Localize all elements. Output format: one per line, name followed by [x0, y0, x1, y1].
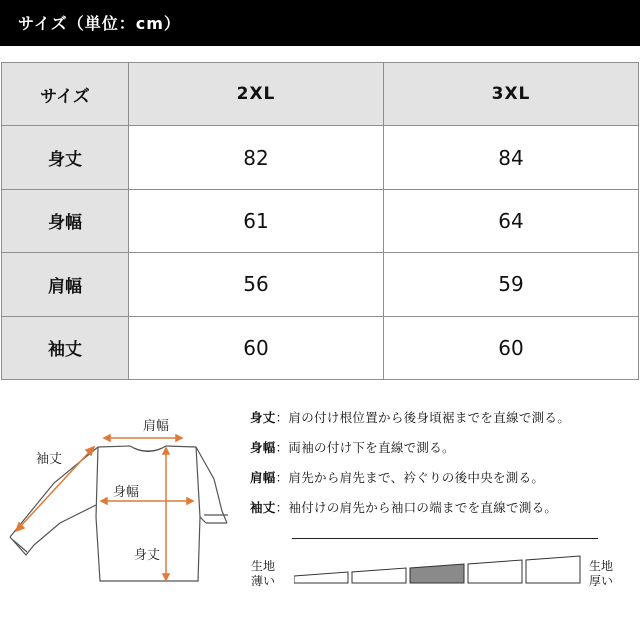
table-corner-label: サイズ [2, 63, 129, 126]
cell-shoulder-2xl: 56 [129, 253, 384, 316]
shoulder-arrow [104, 435, 182, 441]
note-separator: ： [275, 440, 289, 455]
row-label-width: 身幅 [2, 189, 129, 252]
table-row-shoulder [2, 253, 639, 316]
thickness-segment [468, 560, 522, 583]
thickness-segment [526, 556, 580, 583]
thin-label [251, 559, 275, 589]
row-label-sleeve: 袖丈 [2, 316, 129, 379]
note-text: 袖付けの肩先から袖口の端までを直線で測る。 [288, 500, 558, 515]
note-sleeve [250, 498, 635, 528]
thickness-segment [352, 568, 406, 583]
note-term: 肩幅 [250, 470, 276, 485]
shoulder-label: 肩幅 [143, 419, 170, 434]
note-separator: ： [275, 500, 289, 515]
thin-label-line1: 生地 [251, 559, 276, 573]
cell-width-3xl: 64 [384, 189, 639, 252]
thin-label-line2: 薄い [251, 574, 276, 588]
table-row-sleeve [2, 316, 639, 379]
thickness-segment-selected [410, 564, 464, 583]
thick-label [589, 559, 613, 589]
thick-label-line2: 厚い [589, 574, 614, 588]
table-row-length [2, 126, 639, 189]
column-header-2xl: 2XL [129, 63, 384, 126]
thickness-bars [294, 555, 584, 595]
note-text: 肩先から肩先まで、衿ぐりの後中央を測る。 [288, 470, 545, 485]
note-term: 袖丈 [250, 500, 276, 515]
row-label-length: 身丈 [2, 126, 129, 189]
length-arrow [163, 448, 169, 580]
cell-width-2xl: 61 [129, 189, 384, 252]
table-header-row [2, 63, 639, 126]
width-label: 身幅 [113, 485, 140, 500]
size-table [1, 62, 639, 380]
note-text: 肩の付け根位置から後身頃裾までを直線で測る。 [288, 410, 571, 425]
cell-sleeve-3xl: 60 [384, 316, 639, 379]
note-text: 両袖の付け下を直線で測る。 [288, 440, 455, 455]
header-bar [0, 0, 640, 46]
measurement-notes [250, 408, 635, 528]
note-width [250, 438, 635, 468]
length-label: 身丈 [134, 548, 161, 563]
thickness-segment [294, 572, 348, 583]
note-length [250, 408, 635, 438]
row-label-shoulder: 肩幅 [2, 253, 129, 316]
cell-length-3xl: 84 [384, 126, 639, 189]
note-term: 身幅 [250, 440, 276, 455]
note-separator: ： [275, 470, 289, 485]
cell-sleeve-2xl: 60 [129, 316, 384, 379]
cell-length-2xl: 82 [129, 126, 384, 189]
note-separator: ： [275, 410, 289, 425]
header-title: サイズ（単位：cm） [18, 14, 181, 33]
note-shoulder [250, 468, 635, 498]
sleeve-label: 袖丈 [36, 452, 63, 467]
table-row-width [2, 189, 639, 252]
fabric-thickness-scale [244, 555, 640, 595]
note-term: 身丈 [250, 410, 276, 425]
cell-shoulder-3xl: 59 [384, 253, 639, 316]
divider-line [292, 538, 598, 539]
column-header-3xl: 3XL [384, 63, 639, 126]
measurement-diagram [0, 405, 245, 595]
thick-label-line1: 生地 [589, 559, 614, 573]
